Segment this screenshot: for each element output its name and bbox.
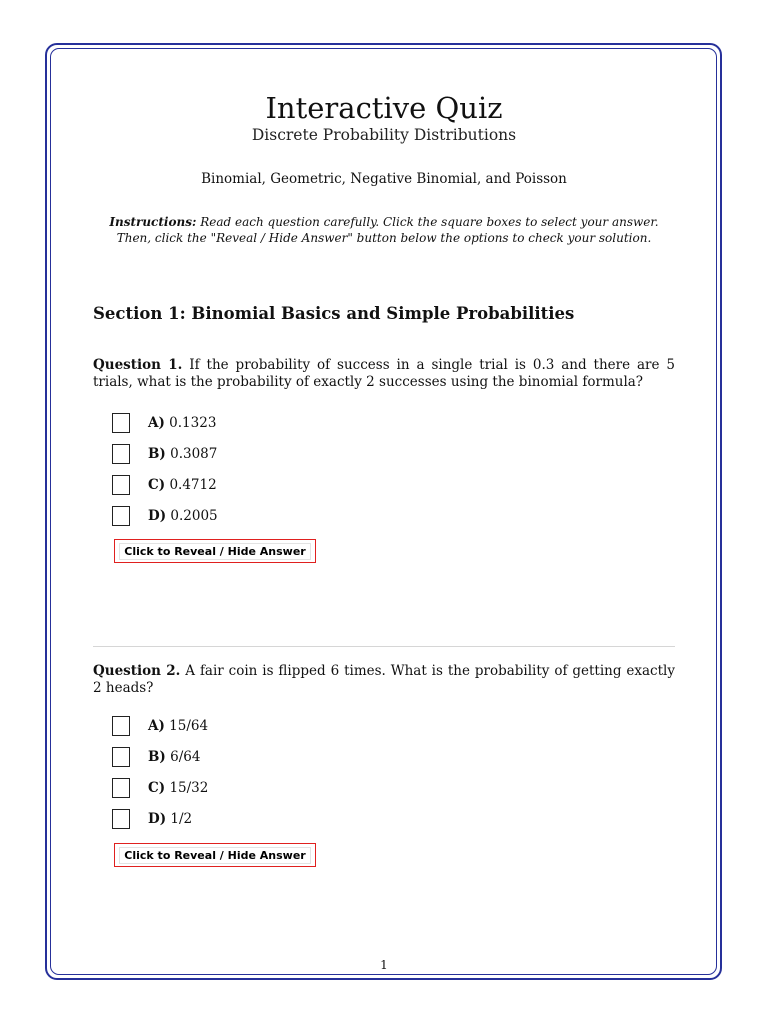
option-label xyxy=(148,718,208,734)
option-label xyxy=(148,780,208,796)
question-1-label: Question 1. xyxy=(93,357,183,373)
option-letter: C) xyxy=(148,780,166,796)
reveal-answer-button-1[interactable] xyxy=(114,539,316,563)
question-1-text: If the probability of success in a single trial is 0.3 and there are 5 trials, what is the probability of exactly 2 successes using the binomial formula? xyxy=(93,357,675,390)
reveal-answer-label: Click to Reveal / Hide Answer xyxy=(119,543,310,560)
instructions-text-1: Read each question carefully. Click the square boxes to select your answer. xyxy=(200,215,659,229)
question-2-text: A fair coin is flipped 6 times. What is the probability of getting exactly 2 heads? xyxy=(93,663,675,696)
checkbox[interactable] xyxy=(112,506,130,526)
question-1 xyxy=(93,357,675,391)
instructions-label: Instructions: xyxy=(109,215,197,229)
question-2-option-d[interactable] xyxy=(112,808,192,830)
question-1-option-a[interactable] xyxy=(112,412,216,434)
option-value: 1/2 xyxy=(170,811,193,827)
divider xyxy=(93,646,675,647)
option-letter: A) xyxy=(148,415,165,431)
option-letter: A) xyxy=(148,718,165,734)
question-2 xyxy=(93,663,675,697)
question-2-option-a[interactable] xyxy=(112,715,208,737)
section-title: Section 1: Binomial Basics and Simple Probabilities xyxy=(93,304,575,323)
option-letter: D) xyxy=(148,508,167,524)
question-1-option-d[interactable] xyxy=(112,505,218,527)
option-value: 15/64 xyxy=(169,718,209,734)
instructions-line-1 xyxy=(0,214,768,230)
question-2-option-b[interactable] xyxy=(112,746,200,768)
checkbox[interactable] xyxy=(112,444,130,464)
option-letter: B) xyxy=(148,749,166,765)
checkbox[interactable] xyxy=(112,413,130,433)
option-value: 0.3087 xyxy=(170,446,218,462)
question-2-label: Question 2. xyxy=(93,663,181,679)
reveal-answer-button-2[interactable] xyxy=(114,843,316,867)
option-letter: D) xyxy=(148,811,167,827)
instructions-line-2: Then, click the "Reveal / Hide Answer" button below the options to check your solution. xyxy=(116,231,652,245)
option-value: 0.4712 xyxy=(169,477,217,493)
reveal-answer-label: Click to Reveal / Hide Answer xyxy=(119,847,310,864)
option-label xyxy=(148,477,217,493)
option-value: 6/64 xyxy=(170,749,201,765)
instructions xyxy=(0,214,768,246)
option-value: 15/32 xyxy=(169,780,209,796)
option-value: 0.2005 xyxy=(170,508,218,524)
page-title: Interactive Quiz xyxy=(265,91,503,125)
option-label xyxy=(148,749,200,765)
option-label xyxy=(148,811,192,827)
page-number: 1 xyxy=(380,958,388,972)
page-subtitle: Discrete Probability Distributions xyxy=(251,126,517,144)
checkbox[interactable] xyxy=(112,475,130,495)
checkbox[interactable] xyxy=(112,809,130,829)
topics-line: Binomial, Geometric, Negative Binomial, and Poisson xyxy=(201,171,567,187)
checkbox[interactable] xyxy=(112,716,130,736)
option-label xyxy=(148,446,217,462)
option-label xyxy=(148,508,218,524)
option-letter: C) xyxy=(148,477,166,493)
question-1-option-c[interactable] xyxy=(112,474,217,496)
checkbox[interactable] xyxy=(112,747,130,767)
checkbox[interactable] xyxy=(112,778,130,798)
option-letter: B) xyxy=(148,446,166,462)
option-value: 0.1323 xyxy=(169,415,217,431)
question-1-option-b[interactable] xyxy=(112,443,217,465)
question-2-option-c[interactable] xyxy=(112,777,208,799)
option-label xyxy=(148,415,216,431)
